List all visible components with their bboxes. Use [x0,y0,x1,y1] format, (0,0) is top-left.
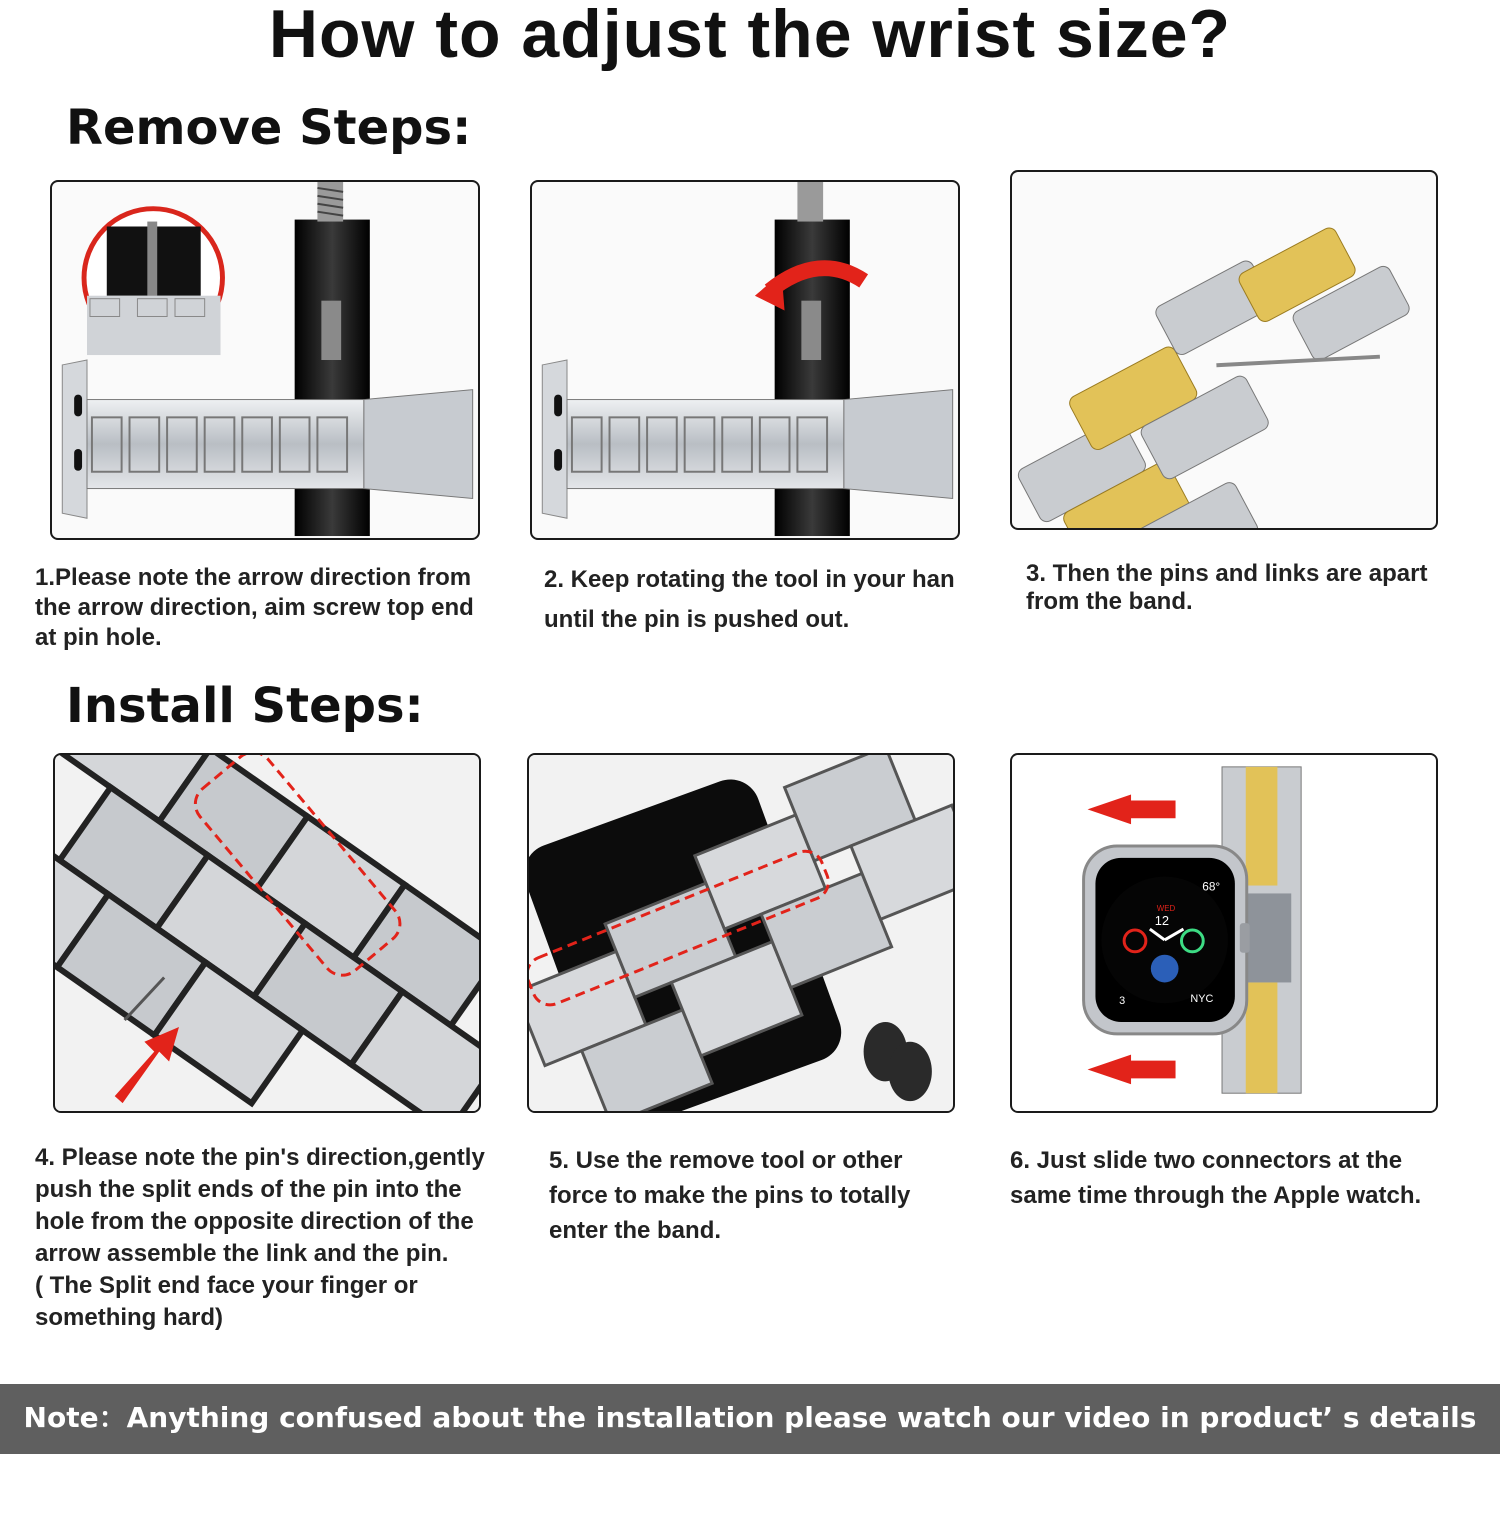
step-4-caption: 4. Please note the pin's direction,gently push the split ends of the pin into the hole from the opposite direction of the arrow assemble the link and the pin. ( The Split end face your finger or something hard) [35,1144,485,1331]
install-steps-heading: Install Steps: [66,678,424,734]
band-and-tool-illustration [52,182,478,538]
city-label: NYC [1190,993,1214,1006]
step-1-caption: 1.Please note the arrow direction from the arrow direction, aim screw top end at pin hole. [35,564,474,651]
day-label: WED [1156,904,1176,914]
date-label: 12 [1154,913,1170,929]
temp-label: 68° [1202,879,1221,894]
earth-icon [1151,955,1179,983]
page-title: How to adjust the wrist size? [268,0,1232,72]
step-4-image [53,753,481,1113]
uvi-label: 3 [1119,995,1126,1008]
step-5-caption: 5. Use the remove tool or other force to make the pins to totally enter the band. [549,1147,911,1244]
step-6-image [1010,753,1438,1113]
step-3-caption: 3. Then the pins and links are apart from the band. [1026,560,1428,615]
separated-links-illustration [1012,172,1436,528]
step-5-image [527,753,955,1113]
pin-insert-illustration [55,755,479,1111]
step-6-caption: 6. Just slide two connectors at the same time through the Apple watch. [1010,1147,1422,1209]
step-2-image [530,180,960,540]
pin-push-illustration [529,755,953,1111]
note-banner: Note：Anything confused about the installation please watch our video in product’ s details page. [0,1384,1500,1454]
step-2-caption: 2. Keep rotating the tool in your han until the pin is pushed out. [544,566,955,633]
step-1-image [50,180,480,540]
apple-watch-illustration [1012,755,1436,1111]
step-3-image [1010,170,1438,530]
remove-steps-heading: Remove Steps: [66,100,472,156]
rotate-tool-illustration [532,182,958,538]
